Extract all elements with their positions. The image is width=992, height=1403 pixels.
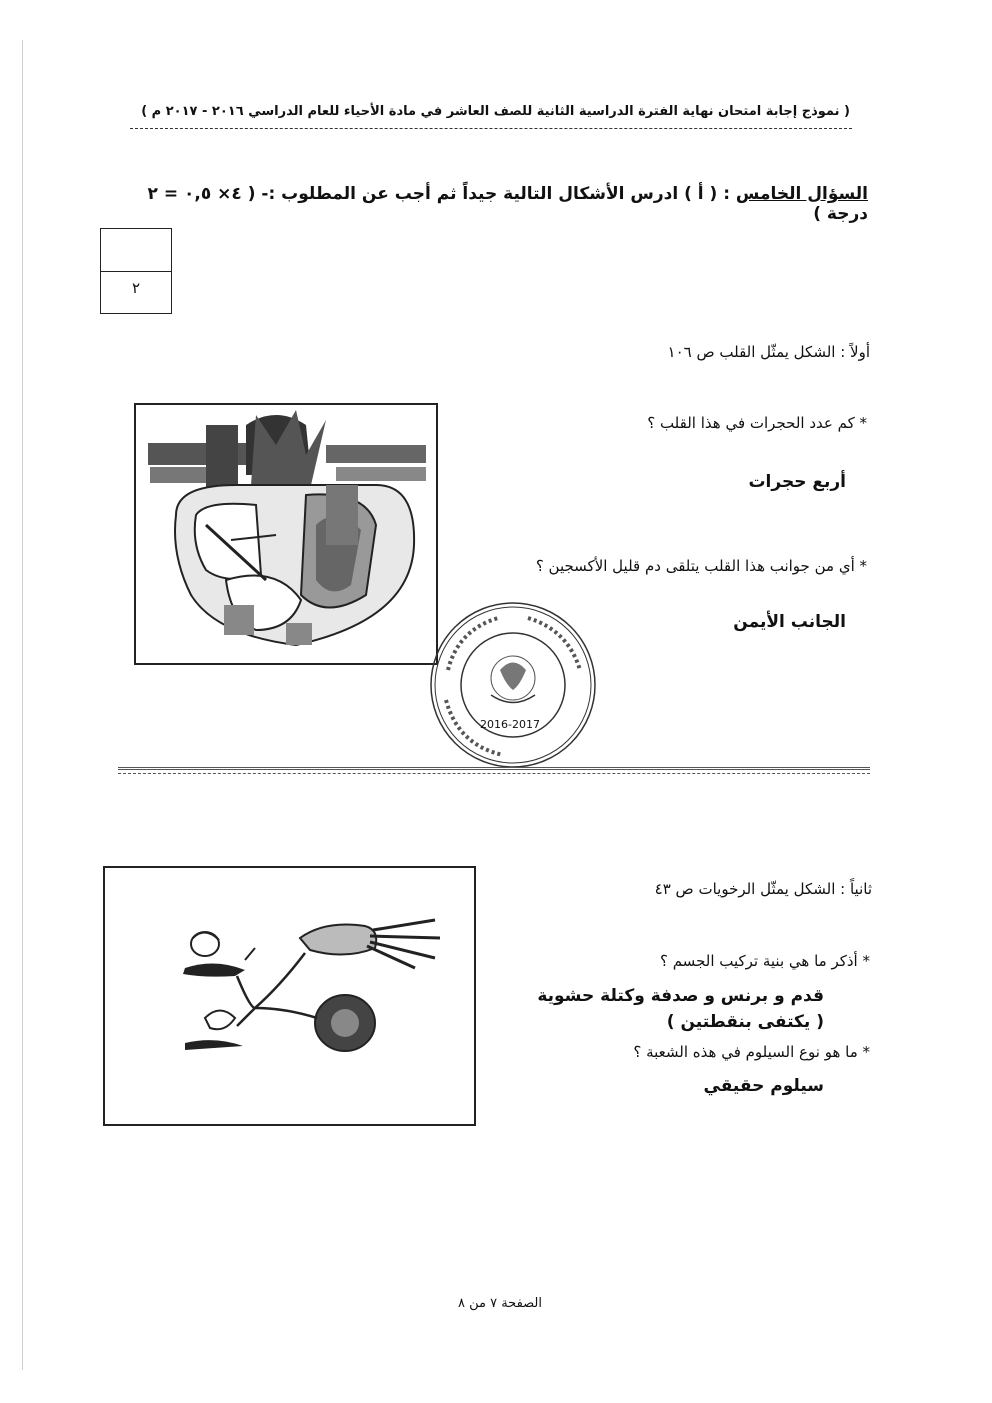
official-seal-icon	[428, 600, 598, 770]
part-1-heading: أولاً : الشكل يمثّل القلب ص ١٠٦	[667, 343, 870, 361]
part-2-question-1: * أذكر ما هي بنية تركيب الجسم ؟	[659, 952, 870, 970]
question-5-instruction: : ( أ ) ادرس الأشكال التالية جيداً ثم أجب عن المطلوب :- ( ٤× ٠,٥ = ٢ درجة )	[147, 184, 868, 224]
official-seal	[428, 600, 598, 770]
heart-diagram-icon	[136, 405, 436, 663]
section-separator-2	[118, 773, 870, 774]
grade-value: ٢	[131, 279, 141, 297]
mollusk-figure	[103, 866, 476, 1126]
part-1-answer-2: الجانب الأيمن	[733, 612, 846, 632]
part-2-answer-2: سيلوم حقيقي	[703, 1076, 824, 1096]
part-2-answer-1-line-2: ( يكتفى بنقطتين )	[666, 1012, 824, 1032]
part-2-question-2: * ما هو نوع السيلوم في هذه الشعبة ؟	[633, 1043, 870, 1061]
header-divider	[130, 128, 852, 129]
question-5-heading	[108, 184, 868, 224]
part-1-answer-1: أربع حجرات	[748, 472, 846, 492]
page-margin-line	[22, 40, 23, 1370]
seal-year: 2016-2017	[480, 718, 540, 731]
section-separator	[118, 767, 870, 770]
part-2-heading: ثانياً : الشكل يمثّل الرخويات ص ٤٣	[654, 880, 872, 898]
part-1-question-1: * كم عدد الحجرات في هذا القلب ؟	[647, 414, 867, 432]
grade-box-divider	[101, 271, 171, 272]
question-5-title: السؤال الخامس	[735, 184, 868, 204]
exam-header: ( نموذج إجابة امتحان نهاية الفترة الدراسية الثانية للصف العاشر في مادة الأحياء للعام الدراسي ٢٠١٦ - ٢٠١٧ م )	[141, 104, 850, 119]
page-number: الصفحة ٧ من ٨	[457, 1296, 542, 1311]
grade-box	[100, 228, 172, 314]
mollusk-diagram-icon	[105, 868, 474, 1124]
part-1-question-2: * أي من جوانب هذا القلب يتلقى دم قليل الأكسجين ؟	[535, 557, 867, 575]
part-2-answer-1-line-1: قدم و برنس و صدفة وكتلة حشوية	[537, 986, 824, 1006]
heart-figure	[134, 403, 438, 665]
